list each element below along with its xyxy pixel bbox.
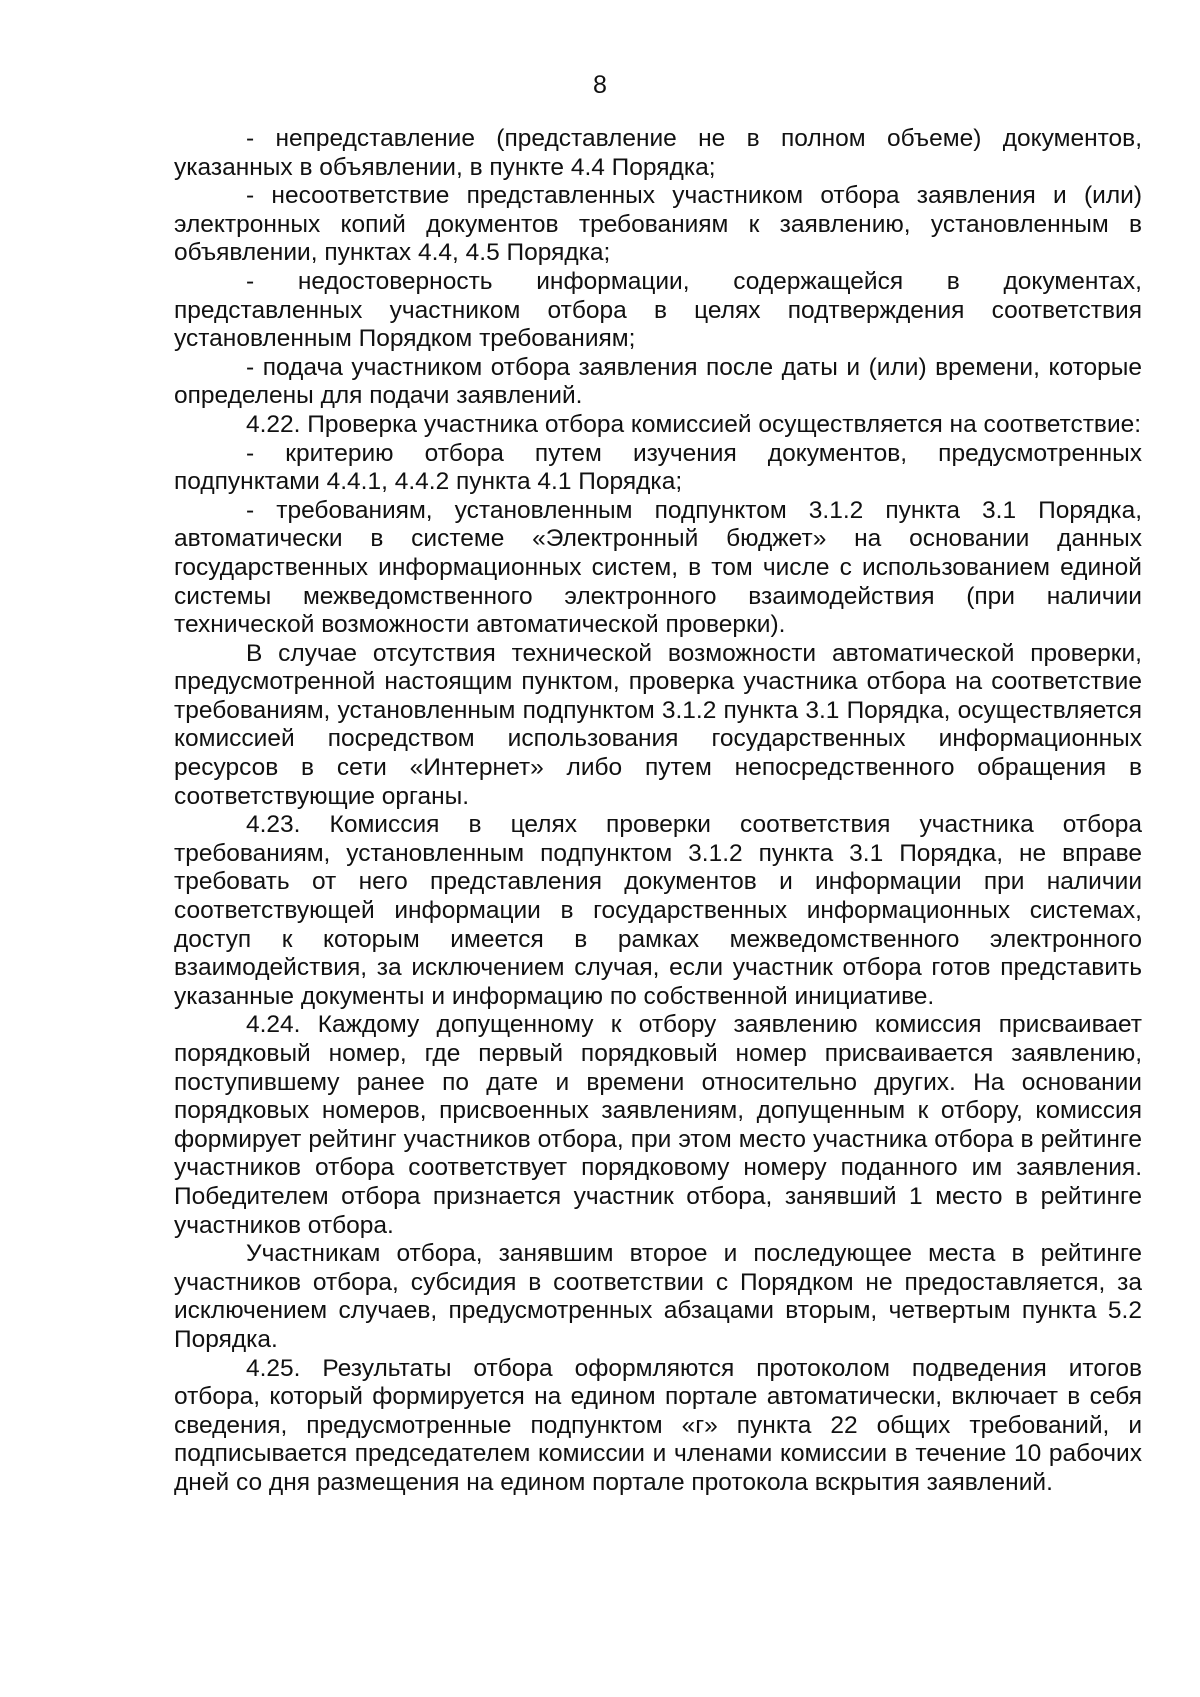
paragraph: - непредставление (представление не в полном объеме) документов, указанных в объявлении, в пункте 4.4 Порядка;	[174, 125, 1142, 181]
document-body	[174, 125, 1142, 1498]
paragraph: - недостоверность информации, содержащейся в документах, представленных участником отбора в целях подтверждения соответствия установленным Порядком требованиям;	[174, 267, 1142, 353]
paragraph: 4.24. Каждому допущенному к отбору заявлению комиссия присваивает порядковый номер, где первый порядковый номер присваивается заявлению, поступившему ранее по дате и времени относительно других. На основании порядковых номеров, присвоенных заявлениям, допущенным к отбору, комиссия формирует рейтинг участников отбора, при этом место участника отбора в рейтинге участников отбора соответствует порядковому номеру поданного им заявления. Победителем отбора признается участник отбора, занявший 1 место в рейтинге участников отбора.	[174, 1011, 1142, 1239]
paragraph: - требованиям, установленным подпунктом 3.1.2 пункта 3.1 Порядка, автоматически в системе «Электронный бюджет» на основании данных государственных информационных систем, в том числе с использованием единой системы межведомственного электронного взаимодействия (при наличии технической возможности автоматической проверки).	[174, 496, 1142, 639]
paragraph: 4.23. Комиссия в целях проверки соответствия участника отбора требованиям, установленным подпунктом 3.1.2 пункта 3.1 Порядка, не вправе требовать от него представления документов и информации при наличии соответствующей информации в государственных информационных системах, доступ к которым имеется в рамках межведомственного электронного взаимодействия, за исключением случая, если участник отбора готов представить указанные документы и информацию по собственной инициативе.	[174, 811, 1142, 1010]
paragraph: В случае отсутствия технической возможности автоматической проверки, предусмотренной настоящим пунктом, проверка участника отбора на соответствие требованиям, установленным подпунктом 3.1.2 пункта 3.1 Порядка, осуществляется комиссией посредством использования государственных информационных ресурсов в сети «Интернет» либо путем непосредственного обращения в соответствующие органы.	[174, 639, 1142, 810]
paragraph: - несоответствие представленных участником отбора заявления и (или) электронных копий документов требованиям к заявлению, установленным в объявлении, пунктах 4.4, 4.5 Порядка;	[174, 182, 1142, 267]
paragraph: 4.22. Проверка участника отбора комиссией осуществляется на соответствие:	[246, 410, 1142, 438]
paragraph: 4.25. Результаты отбора оформляются протоколом подведения итогов отбора, который формируется на едином портале автоматически, включает в себя сведения, предусмотренные подпунктом «г» пункта 22 общих требований, и подписывается председателем комиссии и членами комиссии в течение 10 рабочих дней со дня размещения на едином портале протокола вскрытия заявлений.	[174, 1354, 1142, 1496]
paragraph: Участникам отбора, занявшим второе и последующее места в рейтинге участников отбора, субсидия в соответствии с Порядком не предоставляется, за исключением случаев, предусмотренных абзацами вторым, четвертым пункта 5.2 Порядка.	[174, 1240, 1142, 1353]
paragraph: - подача участником отбора заявления после даты и (или) времени, которые определены для подачи заявлений.	[174, 353, 1142, 410]
page-number: 8	[593, 71, 607, 99]
paragraph: - критерию отбора путем изучения документов, предусмотренных подпунктами 4.4.1, 4.4.2 пункта 4.1 Порядка;	[174, 439, 1142, 496]
